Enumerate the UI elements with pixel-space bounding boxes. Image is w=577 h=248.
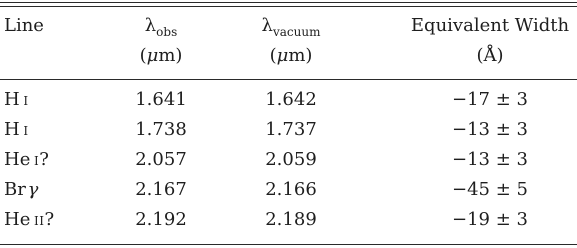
header-rule [0, 79, 577, 80]
species: H [4, 119, 20, 140]
species: H [4, 89, 20, 110]
top-rule [0, 2, 577, 3]
ew-value: −13 ± 3 [452, 149, 528, 170]
ion-stage: II [33, 214, 45, 228]
species: He [4, 149, 31, 170]
lambda-vacuum-subscript: vacuum [272, 25, 321, 39]
equivalent-width-unit: (Å) [476, 45, 504, 66]
lambda-obs-subscript: obs [156, 25, 178, 39]
uncertain-mark: ? [39, 149, 49, 170]
obs-value: 1.641 [135, 89, 187, 110]
obs-value: 2.192 [135, 209, 187, 230]
top-rule-second [0, 6, 577, 7]
ion-stage: I [23, 124, 29, 138]
table-row-3-line [4, 150, 49, 171]
equivalent-width-title: Equivalent Width [410, 15, 570, 36]
unit-mu: μ [276, 45, 289, 66]
obs-value: 1.738 [135, 119, 187, 140]
obs-value: 2.057 [135, 149, 187, 170]
table-row-2-line [4, 120, 29, 141]
vac-value: 1.737 [265, 119, 317, 140]
lambda-symbol: λ [144, 15, 157, 36]
obs-value: 2.167 [135, 179, 187, 200]
ew-value: −17 ± 3 [452, 89, 528, 110]
vac-value: 2.059 [265, 149, 317, 170]
ion-stage: I [23, 94, 29, 108]
gamma-symbol: γ [27, 179, 39, 200]
table-row-4-line [4, 180, 38, 200]
vac-value: 2.166 [265, 179, 317, 200]
lambda-symbol: λ [261, 15, 273, 36]
ew-value: −13 ± 3 [452, 119, 528, 140]
species: He [4, 209, 31, 230]
bottom-rule [0, 244, 577, 245]
unit-mu: μ [146, 45, 159, 66]
vac-value: 2.189 [265, 209, 317, 230]
table-row-1-line [4, 90, 29, 111]
unit-open-paren: ( [139, 45, 147, 66]
header-line [4, 16, 44, 36]
header-line-label: Line [4, 15, 44, 36]
uncertain-mark: ? [44, 209, 55, 230]
species: Br [4, 179, 26, 200]
ew-value: −45 ± 5 [452, 179, 528, 200]
ion-stage: I [33, 154, 40, 168]
vac-value: 1.642 [265, 89, 317, 110]
unit-m-close: m) [288, 45, 313, 66]
unit-open-paren: ( [269, 45, 277, 66]
ew-value: −19 ± 3 [452, 209, 528, 230]
table-row-5-line [4, 210, 54, 231]
unit-m-close: m) [158, 45, 183, 66]
